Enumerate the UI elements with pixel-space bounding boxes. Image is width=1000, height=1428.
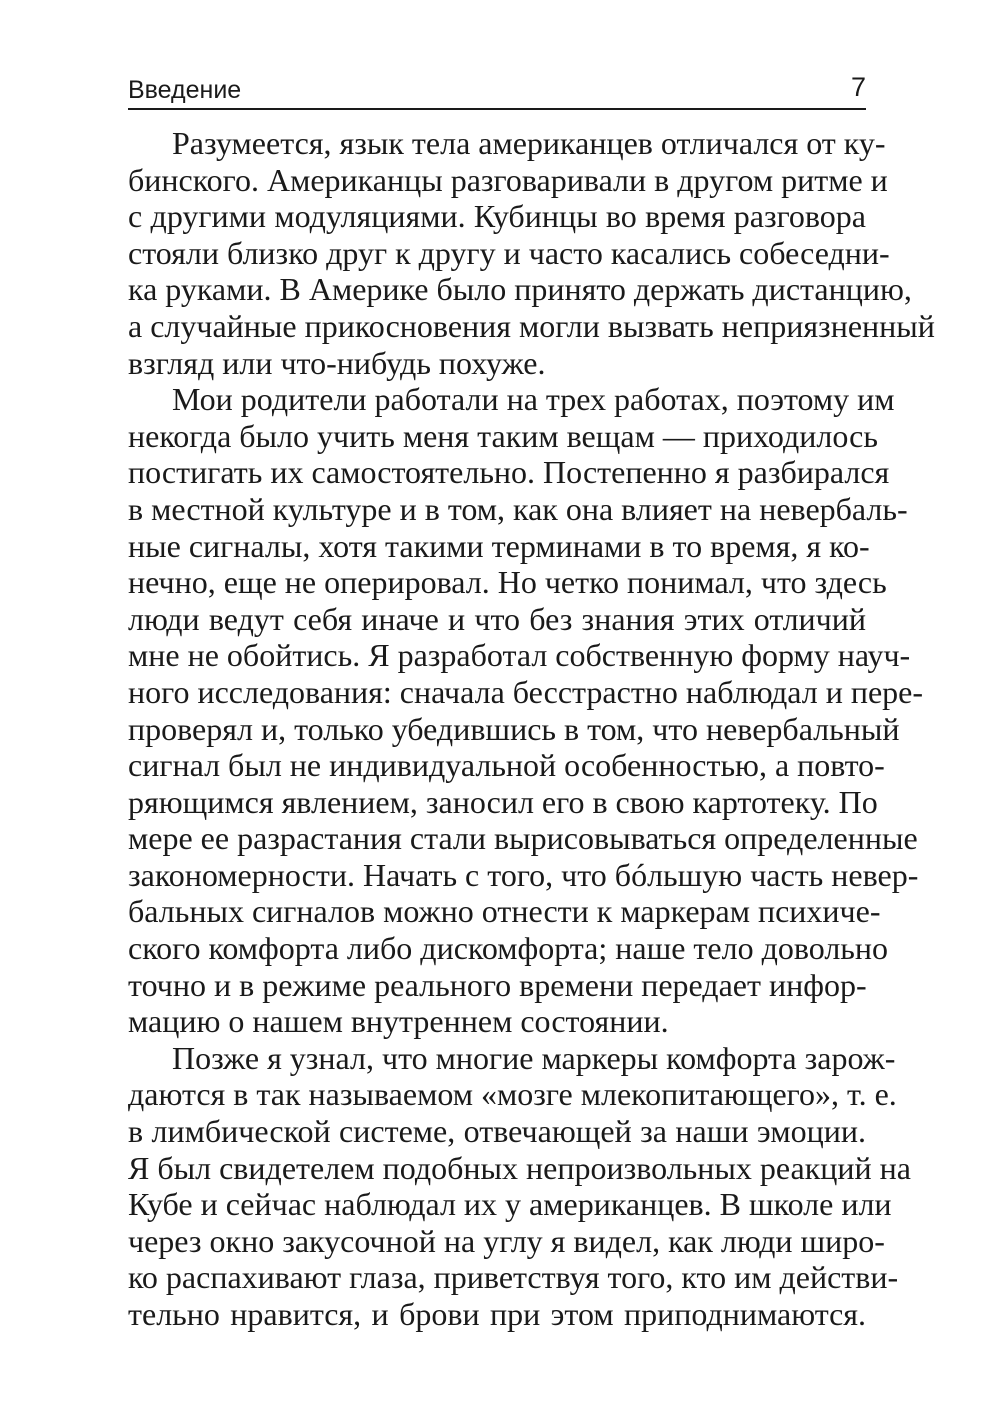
paragraph-2: [128, 381, 924, 1040]
body-text: [128, 125, 935, 1333]
text-line: точно и в режиме реального времени передает инфор-: [128, 966, 867, 1003]
text-line: проверял и, только убедившись в том, что невербальный: [128, 710, 900, 747]
text-line: мне не обойтись. Я разработал собственную форму науч-: [128, 637, 911, 674]
text-line: ка руками. В Америке было принято держать дистанцию,: [128, 271, 912, 308]
text-line: Позже я узнал, что многие маркеры комфорта зарож-: [172, 1039, 896, 1076]
text-line: тельно нравится, и брови при этом приподнимаются.: [128, 1296, 866, 1332]
text-line: даются в так называемом «мозге млекопитающего», т. е.: [128, 1076, 897, 1113]
text-line: стояли близко друг к другу и часто касались собеседни-: [128, 234, 890, 271]
text-line: закономерности. Начать с того, что бóльшую часть невер-: [128, 856, 919, 893]
text-line: ные сигналы, хотя такими терминами в то время, я ко-: [128, 527, 870, 564]
section-title: Введение: [128, 76, 242, 104]
paragraph-1: [128, 125, 935, 381]
text-line: некогда было учить меня таким вещам — приходилось: [128, 417, 878, 454]
text-line: Я был свидетелем подобных непроизвольных реакций на: [128, 1149, 911, 1186]
page-number: 7: [850, 72, 866, 102]
text-line: люди ведут себя иначе и что без знания этих отличий: [128, 600, 866, 637]
text-line: а случайные прикосновения могли вызвать неприязненный: [128, 307, 935, 344]
text-line: бинского. Американцы разговаривали в другом ритме и: [128, 161, 888, 198]
text-line: взгляд или что-нибудь похуже.: [128, 344, 546, 381]
text-line: ского комфорта либо дискомфорта; наше тело довольно: [128, 930, 888, 967]
text-line: через окно закусочной на углу я видел, как люди широ-: [128, 1222, 885, 1259]
text-line: бальных сигналов можно отнести к маркерам психиче-: [128, 893, 881, 930]
text-line: нечно, еще не оперировал. Но четко понимал, что здесь: [128, 564, 887, 601]
paragraph-3: [128, 1039, 911, 1333]
text-line: постигать их самостоятельно. Постепенно я разбирался: [128, 454, 890, 491]
running-header: [128, 72, 866, 110]
text-line: в местной культуре и в том, как она влияет на невербаль-: [128, 490, 908, 527]
text-line: в лимбической системе, отвечающей за наши эмоции.: [128, 1113, 866, 1150]
text-line: Разумеется, язык тела американцев отличался от ку-: [172, 125, 886, 161]
text-line: с другими модуляциями. Кубинцы во время разговора: [128, 198, 866, 235]
text-line: сигнал был не индивидуальной особенностью, а повто-: [128, 747, 885, 784]
text-line: мацию о нашем внутреннем состоянии.: [128, 1003, 669, 1040]
text-line: ряющимся явлением, заносил его в свою картотеку. По: [128, 783, 878, 820]
text-line: мере ее разрастания стали вырисовываться определенные: [128, 820, 918, 857]
text-line: Кубе и сейчас наблюдал их у американцев. В школе или: [128, 1186, 892, 1223]
text-line: Мои родители работали на трех работах, поэтому им: [172, 381, 895, 418]
text-line: ко распахивают глаза, приветствуя того, кто им действи-: [128, 1259, 899, 1296]
text-line: ного исследования: сначала бесстрастно наблюдал и пере-: [128, 673, 924, 710]
